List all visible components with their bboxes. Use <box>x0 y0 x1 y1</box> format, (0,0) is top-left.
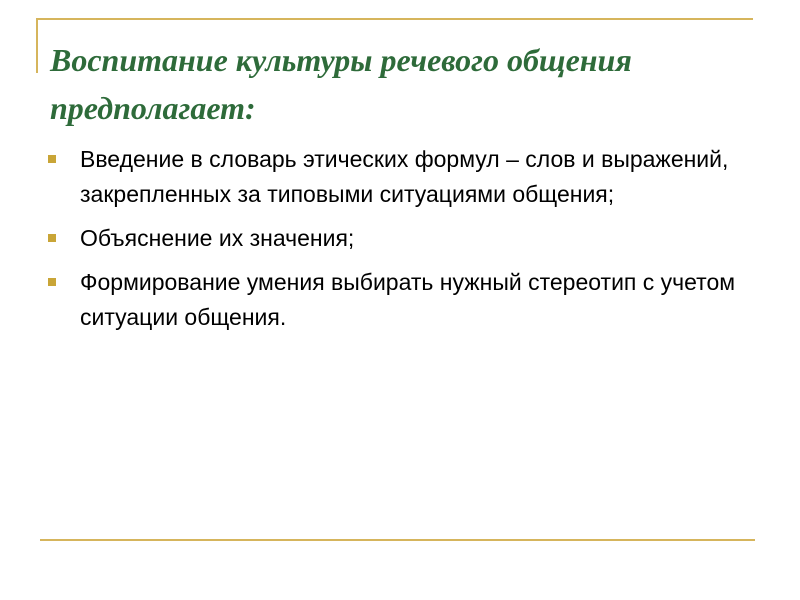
slide-title: Воспитание культуры речевого общения предполагает: <box>50 42 632 126</box>
bullet-item <box>48 265 748 335</box>
square-bullet-icon <box>48 155 56 163</box>
left-accent-line <box>36 18 38 73</box>
bullet-list <box>48 142 748 344</box>
square-bullet-icon <box>48 234 56 242</box>
bottom-divider-line <box>40 539 755 541</box>
bullet-item <box>48 221 748 256</box>
bullet-text: Введение в словарь этических формул – слов и выражений, закрепленных за типовыми ситуациями общения; <box>80 146 729 207</box>
top-divider-line <box>38 18 753 20</box>
bullet-item <box>48 142 748 212</box>
bullet-text: Объяснение их значения; <box>80 225 355 251</box>
square-bullet-icon <box>48 278 56 286</box>
bullet-text: Формирование умения выбирать нужный стереотип с учетом ситуации общения. <box>80 269 736 330</box>
